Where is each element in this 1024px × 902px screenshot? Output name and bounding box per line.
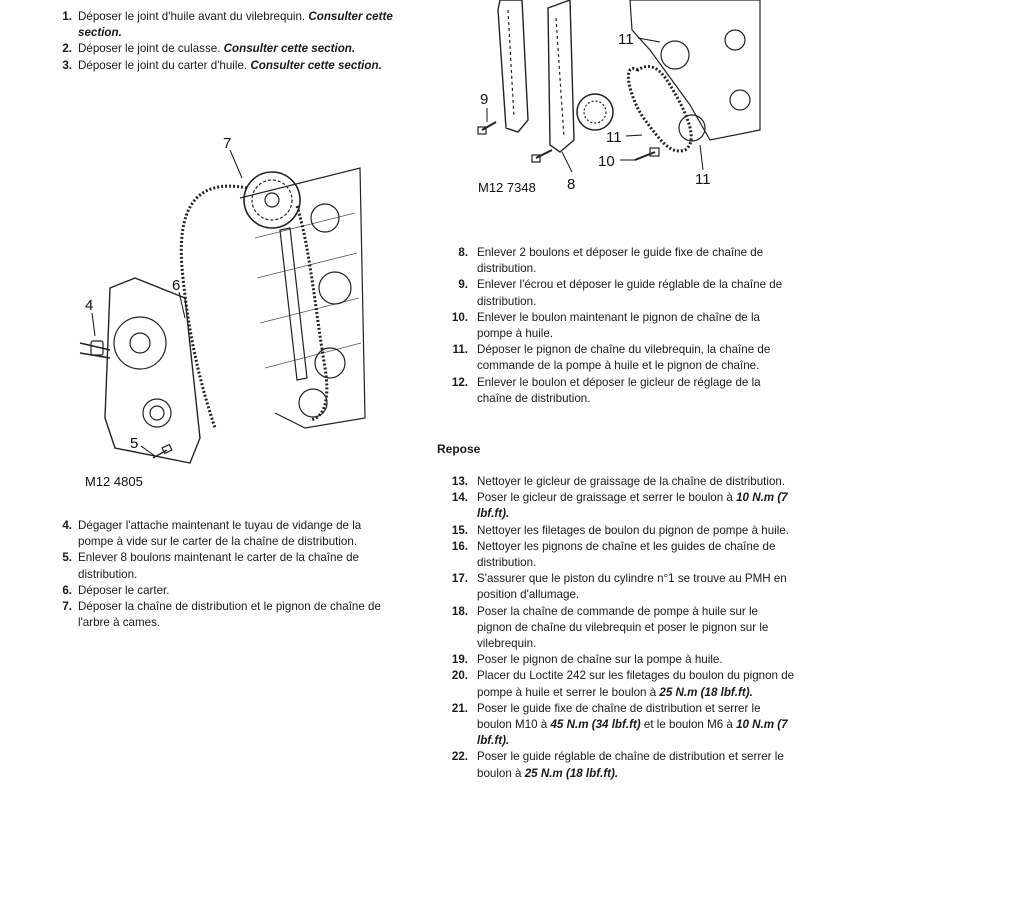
step-text: Enlever 8 boulons maintenant le carter de la chaîne de distribution. xyxy=(78,551,360,581)
callout-11a: 11 xyxy=(618,31,634,48)
step-number: 4. xyxy=(62,519,72,532)
step-number: 9. xyxy=(458,278,468,292)
list-item xyxy=(440,523,795,539)
list-item xyxy=(440,474,795,490)
step-number: 16. xyxy=(451,539,468,553)
list-item xyxy=(440,749,795,781)
section-heading-repose: Repose xyxy=(437,442,481,456)
step-number: 13. xyxy=(451,475,468,488)
step-emphasis: Consulter cette section. xyxy=(223,42,356,56)
callout-11b: 11 xyxy=(606,129,622,146)
step-text: Nettoyer les pignons de chaîne et les guides de chaîne de distribution. xyxy=(477,539,776,570)
step-number: 5. xyxy=(62,551,72,565)
step-text: Placer du Loctite 242 sur les filetages du boulon du pignon de pompe à huile et serrer le boulon à xyxy=(477,669,795,699)
step-text: Enlever 2 boulons et déposer le guide fixe de chaîne de distribution. xyxy=(477,246,764,276)
callout-5: 5 xyxy=(130,435,139,452)
timing-cover-illustration xyxy=(75,128,375,498)
step-number: 7. xyxy=(62,600,72,614)
step-text: Poser le pignon de chaîne sur la pompe à huile. xyxy=(477,653,723,667)
list-item xyxy=(440,539,795,571)
step-emphasis: 10 N.m (7 lbf.ft). xyxy=(477,491,788,521)
list-item xyxy=(58,9,393,41)
step-text: et le boulon M6 à xyxy=(640,718,737,732)
callout-11c: 11 xyxy=(695,171,711,188)
step-text: Nettoyer le gicleur de graissage de la chaîne de distribution. xyxy=(477,475,786,488)
step-number: 21. xyxy=(451,701,468,715)
list-item xyxy=(58,41,393,57)
step-number: 8. xyxy=(458,246,468,259)
step-number: 3. xyxy=(62,58,72,72)
step-text: Dégager l'attache maintenant le tuyau de vidange de la pompe à vide sur le carter de la chaîne de distribution. xyxy=(78,519,362,549)
step-number: 19. xyxy=(451,653,468,667)
step-emphasis: 10 N.m (7 lbf.ft). xyxy=(477,718,788,748)
steps-removal-4-7 xyxy=(58,518,398,631)
steps-removal-1-3 xyxy=(58,9,393,74)
step-text: Déposer la chaîne de distribution et le pignon de chaîne de l'arbre à cames. xyxy=(78,600,381,630)
callout-8: 8 xyxy=(567,176,576,193)
step-number: 22. xyxy=(451,750,468,764)
step-text: Nettoyer les filetages de boulon du pignon de pompe à huile. xyxy=(477,523,789,537)
callout-7: 7 xyxy=(223,135,232,152)
step-emphasis: 25 N.m (18 lbf.ft). xyxy=(524,766,619,780)
list-item xyxy=(440,668,795,700)
step-text: Poser la chaîne de commande de pompe à huile sur le pignon de chaîne du vilebrequin et poser le pignon sur le vilebrequin. xyxy=(477,604,769,651)
step-emphasis: 25 N.m (18 lbf.ft). xyxy=(659,685,753,699)
callout-6: 6 xyxy=(172,277,181,294)
steps-removal-8-12 xyxy=(440,245,795,407)
step-number: 17. xyxy=(451,572,468,586)
list-item xyxy=(58,518,398,550)
callout-4: 4 xyxy=(85,297,94,314)
list-item xyxy=(440,310,795,342)
list-item xyxy=(440,245,795,277)
step-number: 20. xyxy=(451,669,468,683)
step-number: 10. xyxy=(451,310,468,324)
step-text: Enlever le boulon maintenant le pignon de chaîne de la pompe à huile. xyxy=(477,310,760,341)
step-text: Poser le gicleur de graissage et serrer le boulon à xyxy=(477,491,737,505)
list-item xyxy=(440,652,795,668)
step-number: 6. xyxy=(62,583,72,597)
step-text: S'assurer que le piston du cylindre n°1 se trouve au PMH en position d'allumage. xyxy=(477,572,787,602)
step-number: 14. xyxy=(451,491,468,505)
list-item xyxy=(58,550,398,582)
list-item xyxy=(440,701,795,750)
figure-crank-sprocket xyxy=(470,0,770,200)
figure-caption-left: M12 4805 xyxy=(85,474,143,489)
step-emphasis: Consulter cette section. xyxy=(78,10,393,40)
step-number: 15. xyxy=(451,523,468,537)
step-text: Enlever le boulon et déposer le gicleur de réglage de la chaîne de distribution. xyxy=(477,375,761,405)
list-item xyxy=(440,604,795,653)
list-item xyxy=(440,375,795,407)
step-emphasis: 45 N.m (34 lbf.ft) xyxy=(550,718,641,732)
list-item xyxy=(440,277,795,309)
step-text: Déposer le pignon de chaîne du vilebrequin, la chaîne de commande de la pompe à huile et le pignon de chaîne. xyxy=(477,343,771,373)
callout-9: 9 xyxy=(480,91,489,108)
list-item xyxy=(440,571,795,603)
figure-caption-right: M12 7348 xyxy=(478,180,536,195)
list-item xyxy=(58,58,393,74)
steps-installation-13-22 xyxy=(440,474,795,782)
step-text: Déposer le carter. xyxy=(78,583,170,597)
step-emphasis: Consulter cette section. xyxy=(250,58,382,72)
figure-timing-cover xyxy=(75,128,375,498)
step-text: Poser le guide réglable de chaîne de distribution et serrer le boulon à xyxy=(477,750,784,780)
step-text: Déposer le joint du carter d'huile. xyxy=(78,58,251,72)
list-item xyxy=(58,583,398,599)
list-item xyxy=(58,599,398,631)
step-number: 2. xyxy=(62,42,72,56)
step-number: 18. xyxy=(451,604,468,618)
step-text: Poser le guide fixe de chaîne de distribution et serrer le boulon M10 à xyxy=(477,701,761,732)
step-text: Enlever l'écrou et déposer le guide réglable de la chaîne de distribution. xyxy=(477,278,783,308)
step-text: Déposer le joint de culasse. xyxy=(78,42,224,56)
step-number: 1. xyxy=(62,10,72,23)
crank-sprocket-illustration xyxy=(470,0,770,200)
step-number: 12. xyxy=(451,375,468,389)
step-text: Déposer le joint d'huile avant du vilebrequin. xyxy=(78,10,309,23)
step-number: 11. xyxy=(452,343,468,357)
list-item xyxy=(440,490,795,522)
list-item xyxy=(440,342,795,374)
callout-10: 10 xyxy=(598,153,615,170)
